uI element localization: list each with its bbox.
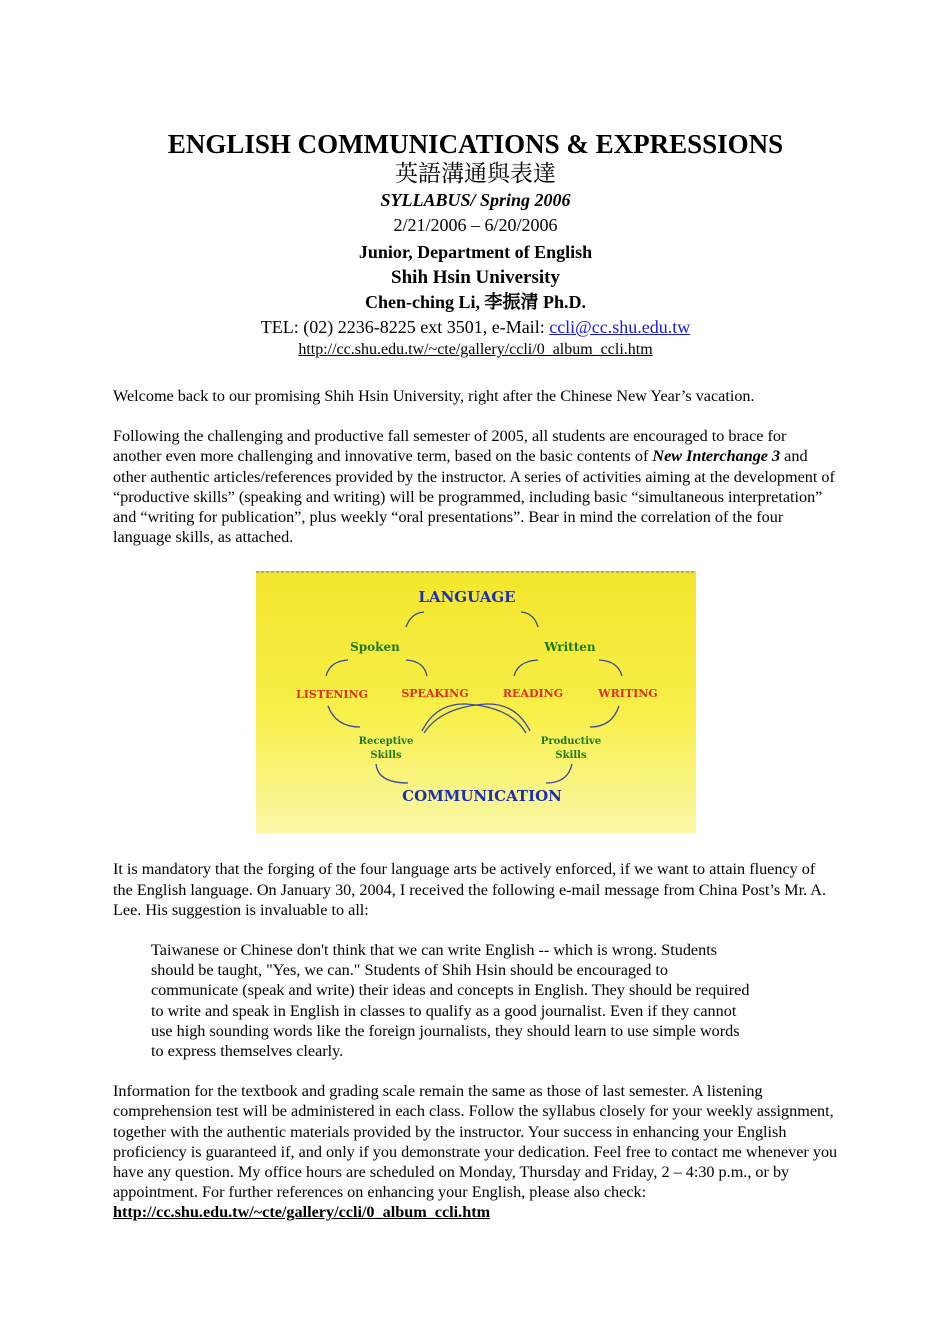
language-skills-diagram — [256, 571, 696, 833]
diagram-productive-2: Skills — [555, 750, 587, 762]
diagram-productive-1: Productive — [540, 736, 602, 748]
document-header — [113, 128, 838, 360]
homepage-link[interactable]: http://cc.shu.edu.tw/~cte/gallery/ccli/0_album_ccli.htm — [298, 341, 653, 358]
department-line: Junior, Department of English — [358, 242, 593, 262]
intro-text-after: and other authentic articles/references provided by the instructor. A series of activities aiming at the development of “productive skills” (speaking and writing) will be programmed, including basic “simultaneous interpretation” and “writing for publication”, plus weekly “oral presentations”. Bear in mind the correlation of the four language skills, as attached. — [113, 447, 835, 547]
intro-paragraph — [113, 426, 838, 547]
email-quote: Taiwanese or Chinese don't think that we can write English -- which is wrong. Students should be taught, "Yes, we can." Students of Shih Hsin should be encouraged to communicate (speak and write) their ideas and concepts in English. They should be required to write and speak in English in classes to qualify as a good journalist. Even if they cannot use high sounding words like the foreign journalists, they should learn to use simple words to express themselves clearly. — [151, 941, 750, 1061]
mandatory-paragraph: It is mandatory that the forging of the four language arts be actively enforced, if we want to attain fluency of the English language. On January 30, 2004, I received the following e-mail message from China Post’s Mr. A. Lee. His suggestion is invaluable to all: — [113, 860, 827, 919]
diagram-reading: READING — [502, 687, 564, 701]
diagram-writing: WRITING — [598, 687, 658, 701]
course-title: ENGLISH COMMUNICATIONS & EXPRESSIONS — [167, 129, 784, 159]
instructor-name: Chen-ching Li, 李振清 Ph.D. — [364, 292, 587, 312]
email-link[interactable]: ccli@cc.shu.edu.tw — [549, 317, 691, 337]
album-link[interactable]: http://cc.shu.edu.tw/~cte/gallery/ccli/0_album_ccli.htm — [113, 1203, 491, 1222]
diagram-receptive-1: Receptive — [358, 736, 414, 748]
information-paragraph — [113, 1081, 838, 1222]
course-title-chinese: 英語溝通與表達 — [395, 161, 556, 187]
diagram-svg — [256, 571, 696, 833]
contact-line — [113, 315, 838, 340]
diagram-written: Written — [544, 640, 596, 655]
syllabus-label: SYLLABUS/ Spring 2006 — [380, 190, 571, 210]
welcome-paragraph: Welcome back to our promising Shih Hsin University, right after the Chinese New Year’s vacation. — [113, 387, 755, 405]
term-dates: 2/21/2006 – 6/20/2006 — [393, 215, 558, 235]
contact-phone: TEL: (02) 2236-8225 ext 3501, e-Mail: — [260, 317, 550, 337]
university-name: Shih Hsin University — [391, 267, 560, 288]
document-page — [113, 128, 838, 1223]
diagram-listening: LISTENING — [295, 688, 369, 702]
diagram-communication: COMMUNICATION — [402, 787, 562, 806]
intro-text-before: Following the challenging and productive fall semester of 2005, all students are encouraged to brace for another even more challenging and innovative term, based on the basic contents of — [113, 427, 787, 466]
diagram-receptive-2: Skills — [370, 750, 402, 762]
diagram-language: LANGUAGE — [418, 588, 516, 607]
information-text: Information for the textbook and grading scale remain the same as those of last semester. A listening comprehension test will be administered in each class. Follow the syllabus closely for your weekly assignment, together with the authentic materials provided by the instructor. Your success in enhancing your English proficiency is guaranteed if, and only if you demonstrate your dedication. Feel free to contact me whenever you have any question. My office hours are scheduled on Monday, Thursday and Friday, 2 – 4:30 p.m., or by appointment. For further references on enhancing your English, please also check: — [113, 1082, 838, 1202]
textbook-title: New Interchange 3 — [652, 447, 781, 466]
diagram-spoken: Spoken — [350, 640, 400, 655]
diagram-speaking: SPEAKING — [401, 687, 469, 701]
